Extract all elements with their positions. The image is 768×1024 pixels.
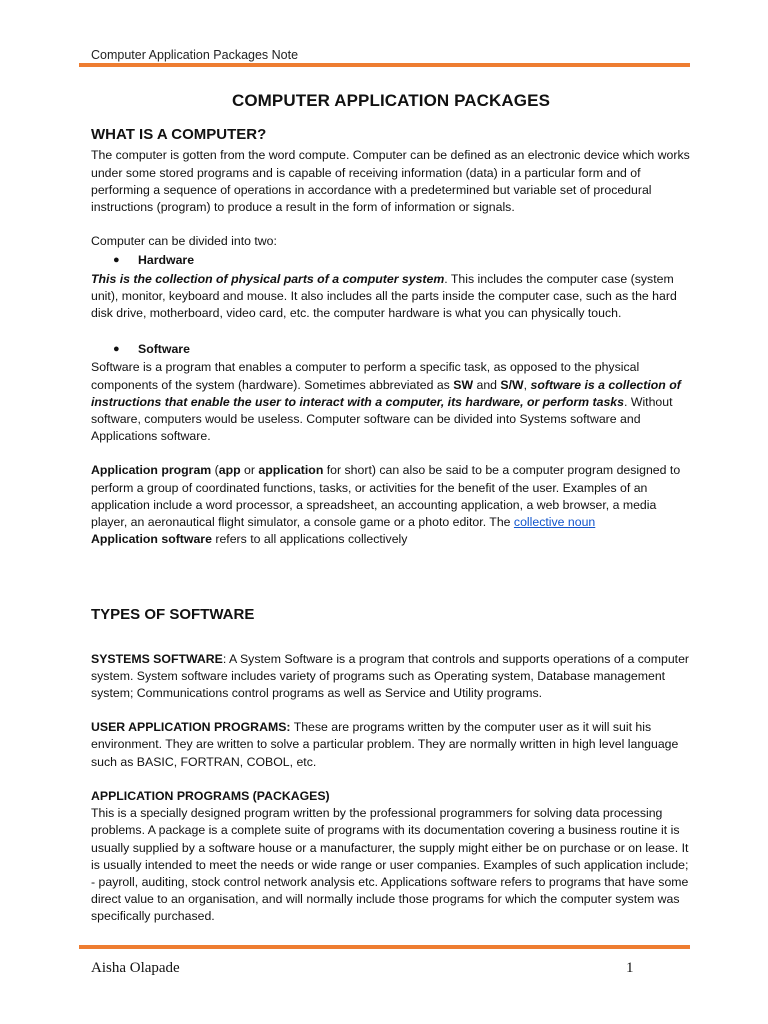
user-application-label: USER APPLICATION PROGRAMS: — [91, 720, 291, 735]
systems-software-text: : A System Software is a program that controls and supports operations of a computer system. System software includes variety of programs such as Operating system, Database management system; Communications control programs as well as Service and Utility programs. — [91, 651, 690, 701]
application-software-term: Application software — [91, 532, 212, 547]
systems-software-paragraph — [91, 651, 691, 703]
software-label: Software — [138, 342, 190, 357]
document-title: COMPUTER APPLICATION PACKAGES — [231, 91, 551, 110]
sw2-abbrev: S/W — [500, 377, 524, 392]
app-text-3: for short) can also be said to be a computer program designed to perform a group of coordinated functions, tasks, or activities for the benefit of the user. Examples of an application include a word processor, a spreadsheet, an accounting application, a web browser, a media player, an aeronautical flight simulator, a console game or a photo editor. The — [91, 463, 681, 530]
header-divider — [79, 63, 690, 67]
user-application-text: These are programs written by the computer user as it will suit his environment. They are written to solve a particular problem. They are normally written in high level language such as BASIC, FORTRAN, COBOL, etc. — [91, 720, 679, 769]
divided-intro: Computer can be divided into two: — [91, 234, 277, 249]
application-program-paragraph — [91, 462, 691, 548]
collective-noun-link[interactable]: collective noun — [513, 515, 596, 530]
computer-definition-paragraph: The computer is gotten from the word compute. Computer can be defined as an electronic device which works under some stored programs and is capable of receiving information (data) in a particular form and of performing a sequence of operations in accordance with a predetermined but variable set of procedural instructions (program) to produce a result in the form of information or signals. — [91, 148, 690, 215]
systems-software-label: SYSTEMS SOFTWARE — [91, 651, 223, 666]
hardware-rest: . This includes the computer case (system unit), monitor, keyboard and mouse. It also includes all the parts inside the computer case, such as the hard disk drive, motherboard, video card, etc. the computer hardware is what you can physically touch. — [91, 271, 677, 321]
footer-divider — [79, 945, 690, 949]
hardware-paragraph — [91, 271, 691, 323]
heading-types-of-software: TYPES OF SOFTWARE — [91, 606, 255, 624]
software-paragraph — [91, 359, 691, 445]
app-text-1: ( — [211, 463, 219, 478]
software-rest: . Without software, computers would be useless. Computer software can be divided into Systems software and Applications software. — [91, 394, 673, 444]
software-and: and — [473, 377, 501, 392]
application-packages-label: APPLICATION PROGRAMS (PACKAGES) — [91, 788, 330, 803]
hardware-definition: This is the collection of physical parts of a computer system — [91, 271, 445, 286]
application-term: application — [258, 463, 324, 478]
bullet-icon: ● — [113, 343, 120, 356]
app-program-term: Application program — [91, 463, 212, 478]
running-header: Computer Application Packages Note — [91, 48, 299, 62]
hardware-label: Hardware — [138, 253, 195, 268]
user-application-paragraph — [91, 719, 691, 771]
heading-what-is-computer: WHAT IS A COMPUTER? — [91, 126, 267, 144]
application-packages-paragraph: This is a specially designed program written by the professional programmers for solving data processing problems. A package is a complete suite of programs with its documentation covering a business routine it is usually supplied by a software house or a manufacturer, the supply might either be on purchase or on lease. It is usually intended to meet the needs or wide range or user companies. Examples of such application include; - payroll, auditing, stock control network analysis etc. Applications software refers to programs that have some direct value to an organisation, and will normally include those programs for which the computer system was specifically purchased. — [91, 806, 689, 924]
bullet-icon: ● — [113, 254, 120, 267]
software-comma: , — [523, 377, 531, 392]
page-number: 1 — [626, 960, 634, 976]
page-body — [91, 92, 691, 926]
app-term: app — [218, 463, 241, 478]
app-text-2: or — [240, 463, 259, 478]
bullet-hardware — [91, 252, 691, 269]
app-text-4: refers to all applications collectively — [211, 532, 408, 547]
bullet-software — [91, 341, 691, 358]
footer-author: Aisha Olapade — [91, 960, 180, 976]
software-definition: software is a collection of instructions that enable the user to interact with a computer, its hardware, or perform tasks — [91, 377, 681, 409]
software-text: Software is a program that enables a computer to perform a specific task, as opposed to the physical components of the system (hardware). Sometimes abbreviated as — [91, 360, 640, 392]
sw-abbrev: SW — [453, 377, 474, 392]
